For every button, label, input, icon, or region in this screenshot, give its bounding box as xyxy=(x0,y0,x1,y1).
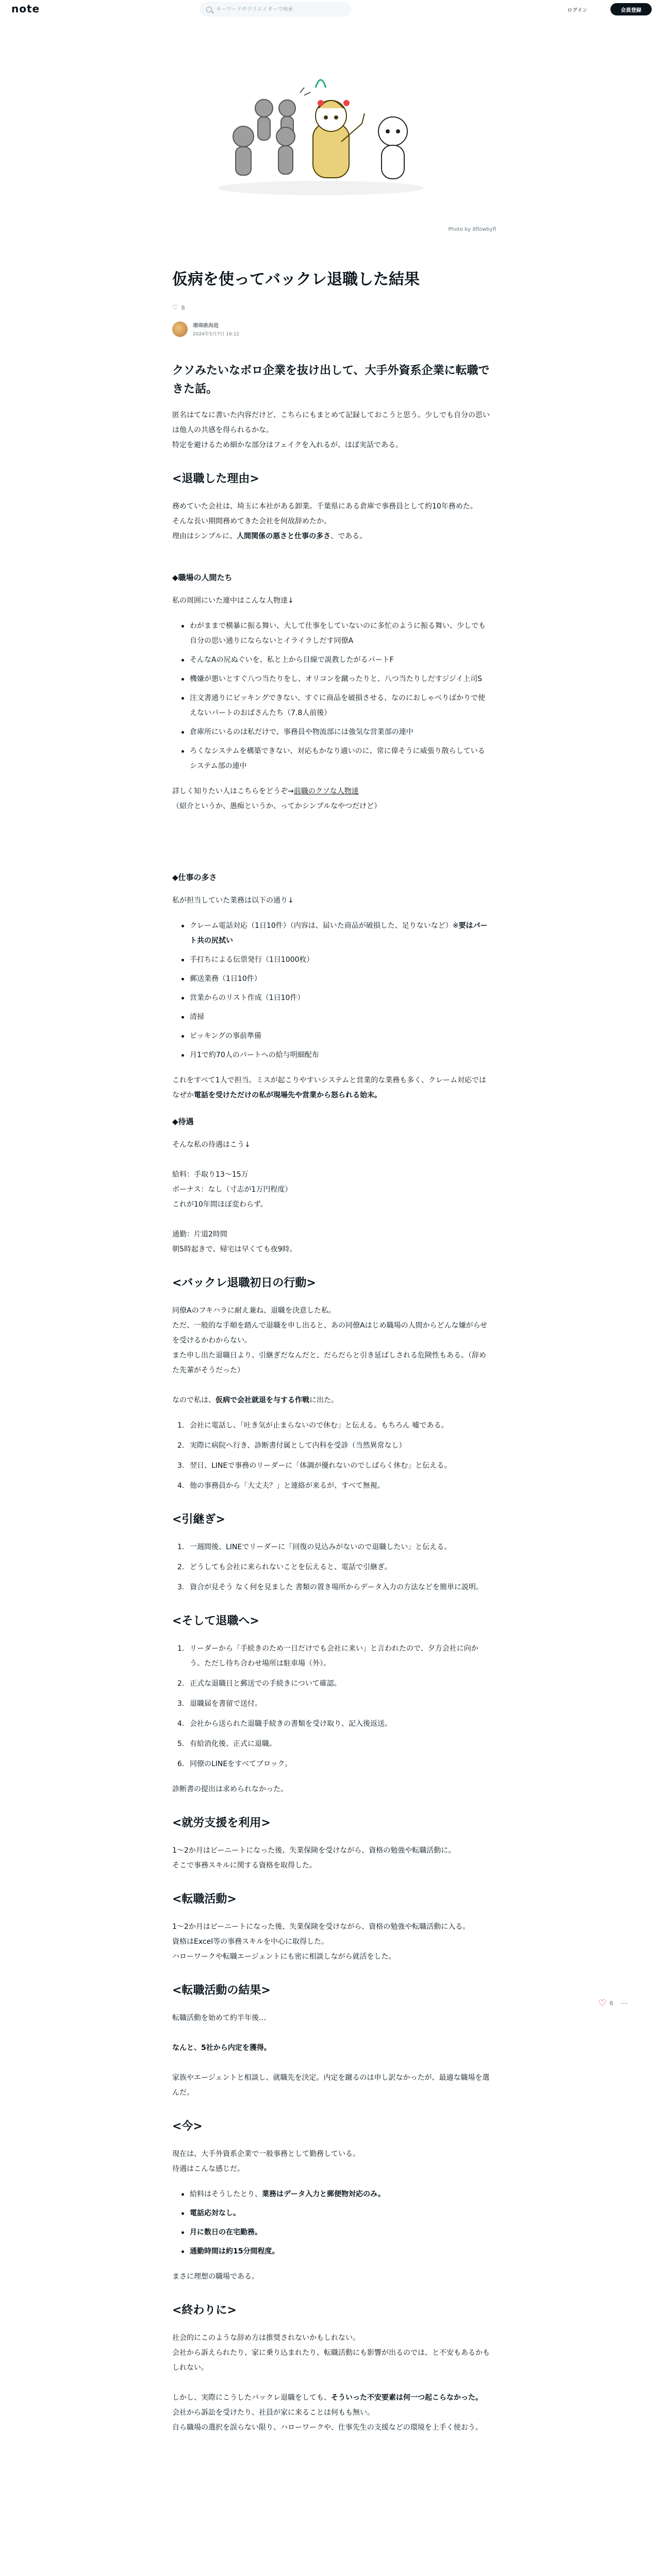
section-heading: <終わりに> xyxy=(172,2304,237,2317)
paragraph: ただ、一般的な手順を踏んで退職を申し出ると、あの同僚Aはじめ職場の人間からどんな嫌がらせを受けるかわからない。 xyxy=(172,1321,488,1345)
paragraph: 詳しく知りたい人はこちらをどうぞ→前職のクソな人物達 xyxy=(172,787,359,795)
subheading: ◆仕事の多さ xyxy=(172,873,217,882)
floating-like-count: 8 xyxy=(609,2000,614,2007)
list-item: 1. 会社に電話し、「吐き気が止まらないので休む」と伝える。もちろん 嘘である。 xyxy=(177,1421,449,1430)
list-item: そんなAの尻ぬぐいを、私と上から目線で説教したがるパートF xyxy=(172,653,490,668)
section-heading: <転職活動の結果> xyxy=(172,1984,271,1997)
author-name[interactable]: 珊瑚礁海遊 xyxy=(193,323,219,329)
paragraph: 理由はシンプルに、人間関係の悪さと仕事の多さ、である。 xyxy=(172,532,367,540)
list-item: 5. 有給消化後、正式に退職。 xyxy=(177,1740,276,1748)
steps-list xyxy=(172,1540,490,1595)
work-list xyxy=(172,919,490,1063)
list-item: 2. 正式な退職日と郵送での手続きについて確認。 xyxy=(177,1680,341,1688)
list-item: 手打ちによる伝票発行（1日1000枚） xyxy=(172,953,490,968)
list-item: 月1で約70人のパートへの給与明細配布 xyxy=(172,1048,490,1063)
paragraph: 匿名はてなに書いた内容だけど、こちらにもまとめて記録しておこうと思う。少しでも自分の思いは他人の共感を得られるかな。 xyxy=(172,411,490,434)
paragraph: 同僚Aのフキハラに耐え兼ね、退職を決意した私。 xyxy=(172,1307,336,1315)
paragraph: ハローワークや転職エージェントにも密に相談しながら就活をした。 xyxy=(172,1953,396,1961)
paragraph: また申し出た退職日より、引継ぎだなんだと、だらだらと引き延ばしされる危険性もある。（辞めた先輩がそうだった） xyxy=(172,1351,486,1375)
paragraph: 現在は、大手外資系企業で一般事務として勤務している。 xyxy=(172,2150,360,2158)
section-heading: <そして退職へ> xyxy=(172,1615,259,1628)
bold-text: 仮病で会社就退を与する作戦 xyxy=(216,1396,309,1404)
paragraph: 1〜2か月はビーニートになった後、失業保険を受けながら、資格の勉強や転職活動に入る。 xyxy=(172,1923,470,1931)
article xyxy=(172,268,490,2435)
note-logo[interactable]: note xyxy=(11,3,40,15)
article-body xyxy=(172,362,490,2435)
post-date: 2024年5月7日 16:12 xyxy=(193,332,240,337)
heart-icon[interactable]: ♡ xyxy=(172,304,178,312)
paragraph: 朝5時起きで、帰宅は早くても夜9時。 xyxy=(172,1245,297,1253)
bold-text: 電話を受けただけの私が現場先や営業から怒られる始末。 xyxy=(194,1091,382,1099)
section-heading: <転職活動> xyxy=(172,1893,237,1906)
section-heading: <バックレ退職初日の行動> xyxy=(172,1277,316,1290)
list-item: 清掃 xyxy=(172,1010,490,1025)
bold-text: 人間関係の悪さと仕事の多さ xyxy=(237,532,331,540)
search-box[interactable] xyxy=(200,2,351,16)
list-item: 給料はそうしたとり、業務はデータ入力と郵便物対応のみ。 xyxy=(172,2187,490,2202)
paragraph: 務めていた会社は、埼玉に本社がある卸業。千葉県にある倉庫で事務員として約10年務めた。 xyxy=(172,502,477,511)
photo-credit[interactable]: Photo by 8flowbyfl xyxy=(448,227,496,232)
search-input[interactable] xyxy=(216,7,340,12)
avatar[interactable] xyxy=(172,321,188,337)
list-item: クレーム電話対応（1日10件）（内容は、届いた商品が破損した、足りないなど）※要はパート共の尻拭い xyxy=(172,919,490,948)
like-row xyxy=(172,304,490,312)
list-item: 3. 翌日、LINEで事務のリーダーに「体調が優れないのでしばらく休む」と伝える。 xyxy=(177,1462,452,1470)
search-icon xyxy=(206,7,212,12)
list-item: 通勤時間は約15分間程度。 xyxy=(172,2244,490,2259)
paragraph: 特定を避けるため細かな部分はフェイクを入れるが、ほぼ実話である。 xyxy=(172,441,403,449)
list-item: 1. リーダーから「手続きのため一日だけでも会社に来い」と言われたので、夕方会社に向かう。ただし待ち合わせ場所は駐車場（外）。 xyxy=(177,1645,478,1668)
list-item: 3. 退職届を書留で送付。 xyxy=(177,1700,262,1708)
list-item: 2. 実際に病院へ行き、診断書付属として内科を受診（当然異常なし） xyxy=(177,1442,406,1450)
paragraph: 給料：手取り13～15万 xyxy=(172,1171,249,1179)
people-detail-link[interactable]: 前職のクソな人物達 xyxy=(293,787,359,795)
subheading: ◆待遇 xyxy=(172,1117,194,1126)
list-item: 1. 一週間後、LINEでリーダーに「回復の見込みがないので退職したい」と伝える。 xyxy=(177,1543,452,1551)
paragraph: なので私は、仮病で会社就退を与する作戦に出た。 xyxy=(172,1396,338,1404)
list-item: 注文書通りにピッキングできない、すぐに商品を破損させる、なのにおしゃべりばかりで使えないパートのおばさんたち（7.8人前後） xyxy=(172,691,490,721)
benefits-list xyxy=(172,2187,490,2259)
list-item: 4. 会社から送られた退職手続きの書類を受け取り、記入後返送。 xyxy=(177,1720,392,1728)
author-row[interactable] xyxy=(172,321,490,337)
floating-like[interactable] xyxy=(598,1998,627,2009)
paragraph: 会社から訴訟を受けたり、社員が家に来ることは何もも無い。 xyxy=(172,2409,374,2417)
list-item: 6. 同僚のLINEをすべてブロック。 xyxy=(177,1760,292,1768)
section-heading: <就労支援を利用> xyxy=(172,1817,271,1829)
section-heading: <退職した理由> xyxy=(172,472,259,485)
paragraph: 会社から訴えられたり、家に乗り込まれたり、転職活動にも影響が出るのでは、と不安もあるかもしれない。 xyxy=(172,2349,490,2372)
article-title: 仮病を使ってバックレ退職した結果 xyxy=(172,270,420,289)
list-item: ピッキングの事前準備 xyxy=(172,1029,490,1044)
paragraph: 診断書の提出は求められなかった。 xyxy=(172,1785,288,1793)
steps-list xyxy=(172,1418,490,1494)
lead-heading: クソみたいなボロ企業を抜け出して、大手外資系企業に転職できた話。 xyxy=(172,364,490,396)
site-header xyxy=(0,0,662,19)
paragraph: 社会的にこのような辞め方は推奨されないかもしれない。 xyxy=(172,2334,360,2342)
list-item: 3. 資合が見そう なく何を見ました 書類の置き場所からデータ入力の方法などを簡単に説明。 xyxy=(177,1583,483,1591)
bold-text: 業務はデータ入力と郵便物対応のみ。 xyxy=(262,2190,385,2198)
list-item: 4. 他の事務員から「大丈夫？」と連絡が来るが、すべて無視。 xyxy=(177,1482,385,1490)
more-icon[interactable]: ⋯ xyxy=(620,1999,628,2008)
paragraph: そんな私の待遇はこう↓ xyxy=(172,1141,251,1149)
list-item: 2. どうしても会社に来られないことを伝えると、電話で引継ぎ。 xyxy=(177,1563,392,1571)
section-heading: <今> xyxy=(172,2120,203,2133)
bold-text: そういった不安要素は何一つ起こらなかった。 xyxy=(331,2394,483,2402)
illustration-image xyxy=(166,31,496,222)
list-item: 郵送業務（1日10件） xyxy=(172,972,490,987)
paragraph: ボーナス：なし（寸志が1万円程度） xyxy=(172,1185,292,1194)
paragraph: これが10年間ほぼ変わらず。 xyxy=(172,1200,268,1209)
paragraph: 通勤：片道2時間 xyxy=(172,1230,227,1239)
list-item: 電話応対なし。 xyxy=(172,2206,490,2221)
list-item: 営業からのリスト作成（1日10件） xyxy=(172,991,490,1006)
list-item: わがままで横暴に振る舞い、大して仕事をしていないのに多忙のように振る舞い、少しでも自分の思い通りにならないとイライラしだす同僚A xyxy=(172,619,490,649)
steps-list xyxy=(172,1641,490,1772)
paragraph: 私の周囲にいた連中はこんな人物達↓ xyxy=(172,597,294,605)
login-button[interactable]: ログイン xyxy=(562,3,593,15)
heart-icon[interactable]: ♡ xyxy=(598,1998,607,2009)
hero-illustration xyxy=(166,31,496,222)
subheading: ◆職場の人間たち xyxy=(172,573,233,582)
list-item: 月に数日の在宅勤務。 xyxy=(172,2225,490,2240)
paragraph: 転職活動を始めて約半年後… xyxy=(172,2014,266,2022)
paragraph: （紹介というか、愚痴というか、ってかシンプルなやつだけど） xyxy=(172,802,382,810)
paragraph: 家族やエージェントと相談し、就職先を決定。内定を蹴るのは申し訳なかったが、最適な職場を選んだ。 xyxy=(172,2074,490,2097)
paragraph: 資格はExcel等の事務スキルを中心に取得した。 xyxy=(172,1938,328,1946)
paragraph: なんと、5社から内定を獲得。 xyxy=(172,2044,271,2052)
bold-text: 要はパート共の尻拭い xyxy=(190,922,488,945)
section-heading: <引継ぎ> xyxy=(172,1513,225,1526)
paragraph: 私が担当していた業務は以下の通り↓ xyxy=(172,896,294,905)
people-list xyxy=(172,619,490,774)
list-item: ろくなシステムを構築できない、対応もかなり適いのに、常に偉そうに威張り散らしているシステム部の連中 xyxy=(172,744,490,774)
signup-button[interactable]: 会員登録 xyxy=(610,3,652,15)
list-item: 機嫌が悪いとすぐ八つ当たりをし、オリコンを蹴ったりと、八つ当たりしだすジジイ上司S xyxy=(172,672,490,687)
paragraph: しかし、実際にこうしたバックレ退職をしても、そういった不安要素は何一つ起こらなかった。 xyxy=(172,2394,483,2402)
paragraph: そんな長い期間務めてきた会社を何故辞めたか。 xyxy=(172,517,331,526)
like-count: 8 xyxy=(181,304,185,311)
paragraph: 1〜2か月はビーニートになった後、失業保険を受けながら、資格の勉強や転職活動に。 xyxy=(172,1846,456,1855)
paragraph: 待遇はこんな感じだ。 xyxy=(172,2165,244,2173)
paragraph: そこで事務スキルに関する資格を取得した。 xyxy=(172,1861,317,1870)
paragraph: まさに理想の職場である。 xyxy=(172,2273,259,2281)
list-item: 倉庫所にいるのは私だけで、事務員や物流部には強気な営業部の連中 xyxy=(172,725,490,740)
paragraph: 自ら職場の選択を誤らない限り、ハローワークや、仕事先生の支援などの環境を上手く使おう。 xyxy=(172,2424,483,2432)
paragraph: これをすべて1人で担当。ミスが起こりやすいシステムと営業的な業務も多く、クレーム対応ではなぜか電話を受けただけの私が現場先や営業から怒られる始末。 xyxy=(172,1076,486,1099)
